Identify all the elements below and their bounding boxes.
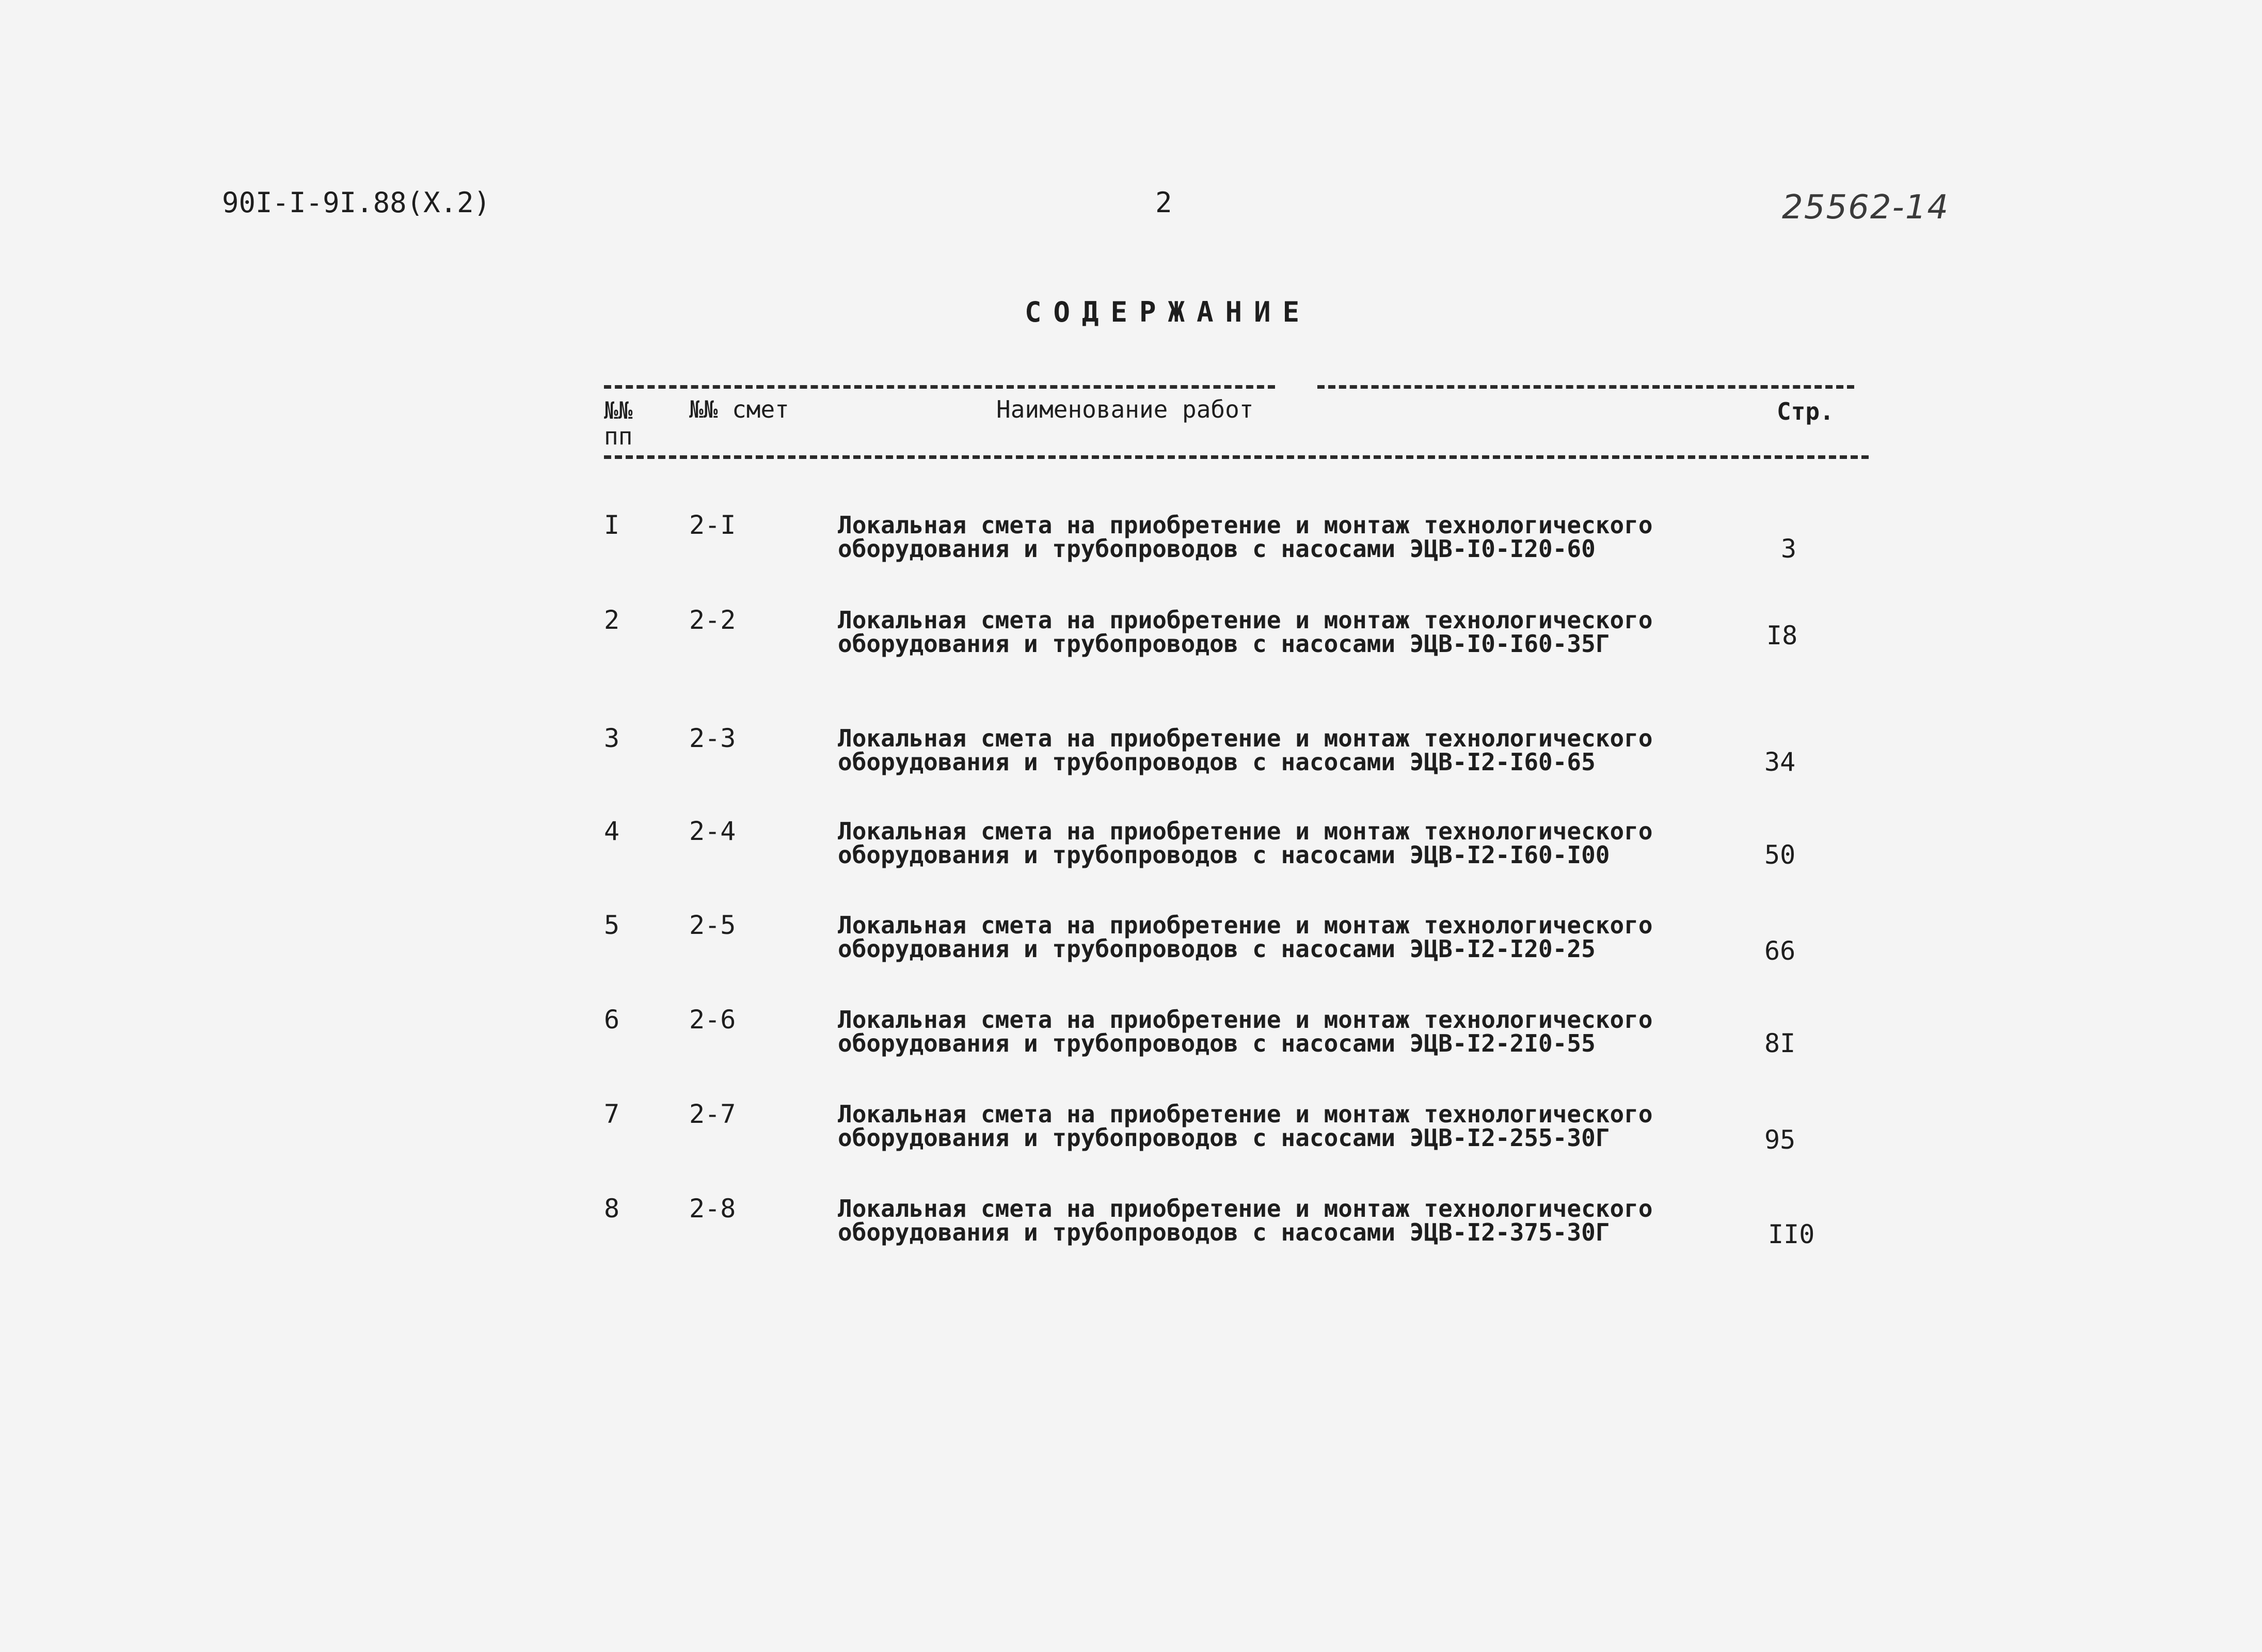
table-row	[599, 912, 1869, 969]
row-estimate-number: 2-7	[689, 1099, 736, 1129]
column-header-number	[604, 398, 640, 449]
row-work-name-line2: оборудования и трубопроводов с насосами ЭЦВ-I0-I60-35Г	[838, 630, 1610, 658]
contents-table	[599, 377, 1869, 1254]
row-work-name-line1: Локальная смета на приобретение и монтаж технологического	[838, 1100, 1653, 1128]
row-page: 34	[1764, 747, 1796, 777]
row-work-name-line1: Локальная смета на приобретение и монтаж технологического	[838, 1195, 1653, 1222]
row-page: 8I	[1764, 1028, 1796, 1058]
row-work-name-line2: оборудования и трубопроводов с насосами ЭЦВ-I2-255-30Г	[838, 1124, 1610, 1152]
table-row	[599, 1196, 1869, 1252]
page-title: СОДЕРЖАНИЕ	[1025, 296, 1312, 328]
row-estimate-number: 2-5	[689, 910, 736, 940]
document-code: 90I-I-9I.88(Х.2)	[222, 186, 491, 219]
row-work-name-line2: оборудования и трубопроводов с насосами ЭЦВ-I2-I20-25	[838, 935, 1596, 963]
archive-number: 25562-14	[1782, 188, 1950, 227]
row-page: I8	[1766, 621, 1798, 650]
row-work-name	[838, 819, 1715, 867]
row-work-name-line1: Локальная смета на приобретение и монтаж технологического	[838, 724, 1653, 752]
row-number: 7	[604, 1099, 620, 1129]
table-row	[599, 512, 1869, 569]
column-header-estimate: №№ смет	[689, 395, 789, 423]
row-page: 3	[1781, 534, 1797, 564]
row-work-name-line2: оборудования и трубопроводов с насосами ЭЦВ-I0-I20-60	[838, 535, 1596, 563]
row-number: 8	[604, 1194, 620, 1224]
row-work-name-line2: оборудования и трубопроводов с насосами ЭЦВ-I2-I60-I00	[838, 841, 1610, 869]
row-work-name	[838, 913, 1715, 961]
row-work-name-line2: оборудования и трубопроводов с насосами ЭЦВ-I2-I60-65	[838, 748, 1596, 776]
row-work-name-line1: Локальная смета на приобретение и монтаж технологического	[838, 511, 1653, 539]
row-work-name-line1: Локальная смета на приобретение и монтаж технологического	[838, 911, 1653, 939]
row-work-name	[838, 513, 1715, 561]
row-work-name-line2: оборудования и трубопроводов с насосами ЭЦВ-I2-2I0-55	[838, 1029, 1596, 1057]
row-work-name	[838, 1197, 1715, 1244]
table-row	[599, 1101, 1869, 1158]
table-header-rule	[604, 455, 1869, 459]
row-work-name-line1: Локальная смета на приобретение и монтаж технологического	[838, 1006, 1653, 1034]
row-work-name-line1: Локальная смета на приобретение и монтаж технологического	[838, 606, 1653, 634]
table-top-rule	[1317, 385, 1854, 389]
row-number: 5	[604, 910, 620, 940]
row-work-name-line2: оборудования и трубопроводов с насосами ЭЦВ-I2-375-30Г	[838, 1218, 1610, 1246]
column-header-page: Стр.	[1777, 398, 1834, 425]
row-page: 50	[1764, 840, 1796, 870]
page-number: 2	[1155, 186, 1172, 219]
row-estimate-number: 2-4	[689, 816, 736, 846]
row-page: II0	[1768, 1219, 1815, 1249]
table-row	[599, 1007, 1869, 1063]
row-estimate-number: 2-2	[689, 605, 736, 635]
row-estimate-number: 2-6	[689, 1005, 736, 1035]
row-estimate-number: 2-3	[689, 723, 736, 753]
table-top-rule	[604, 385, 1275, 389]
row-number: 4	[604, 816, 620, 846]
row-number: 2	[604, 605, 620, 635]
table-row	[599, 725, 1869, 782]
row-number: 6	[604, 1005, 620, 1035]
column-header-name: Наименование работ	[996, 395, 1254, 423]
row-estimate-number: 2-I	[689, 510, 736, 540]
column-header-number-line2: пп	[604, 422, 633, 450]
row-work-name	[838, 726, 1715, 774]
row-estimate-number: 2-8	[689, 1194, 736, 1224]
row-work-name	[838, 608, 1715, 656]
table-row	[599, 607, 1869, 664]
row-work-name-line1: Локальная смета на приобретение и монтаж технологического	[838, 817, 1653, 845]
row-number: I	[604, 510, 620, 540]
table-row	[599, 818, 1869, 875]
row-page: 66	[1764, 936, 1796, 966]
row-number: 3	[604, 723, 620, 753]
row-work-name	[838, 1008, 1715, 1055]
row-work-name	[838, 1102, 1715, 1150]
column-header-number-line1: №№	[604, 396, 633, 424]
row-page: 95	[1764, 1125, 1796, 1155]
